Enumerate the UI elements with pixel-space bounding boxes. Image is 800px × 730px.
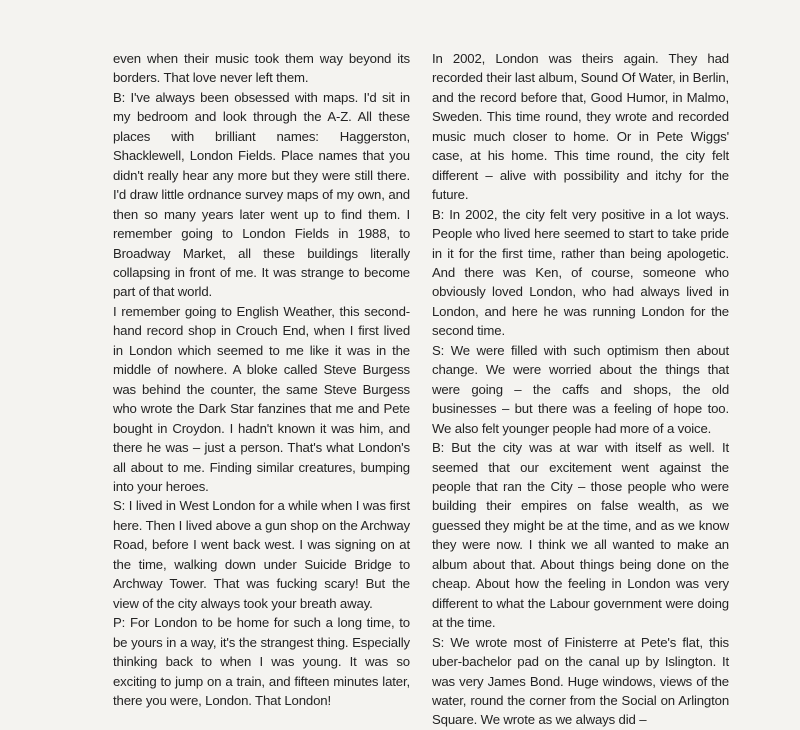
paragraph-b-2002: B: In 2002, the city felt very positive in a lot ways. People who lived here seemed to start to take pride in it for the first time, rather than being apologetic. And there was Ken, of course, someone who obviously loved London, who had always lived in London, and here he was running London for the second time.: [432, 206, 729, 339]
paragraph-english-weather: I remember going to English Weather, this second-hand record shop in Crouch End, when I first lived in London which seemed to me like it was in the middle of nowhere. A bloke called Steve Burgess was behind the counter, the same Steve Burgess who wrote the Dark Star fanzines that me and Pete bought in Croydon. I hadn't known it was him, and there he was – just a person. That's what London's all about to me. Finding similar creatures, bumping into your heroes.: [113, 303, 410, 494]
right-text-column: [432, 49, 729, 730]
paragraph-s-finisterre: S: We wrote most of Finisterre at Pete's flat, this uber-bachelor pad on the canal up by Islington. It was very James Bond. Huge windows, views of the water, round the corner from the Social on Arlington Square. We wrote as we always did –: [432, 634, 729, 728]
paragraph-continuation: even when their music took them way beyond its borders. That love never left them.: [113, 51, 410, 86]
paragraph-b-maps: B: I've always been obsessed with maps. I'd sit in my bedroom and look through the A-Z. All these places with brilliant names: Haggerston, Shacklewell, London Fields. Place names that you didn't really hear any more but they were still there. I'd draw little ordnance survey maps of my own, and then so many years later went up to find them. I remember going to London Fields in 1988, to Broadway Market, all these buildings literally collapsing in front of me. It was strange to become part of that world.: [113, 89, 410, 300]
left-text-column: [113, 49, 410, 710]
paragraph-p-home: P: For London to be home for such a long time, to be yours in a way, it's the strangest thing. Especially thinking back to when I was young. It was so exciting to jump on a train, and fifteen minutes later, there you were, London. That London!: [113, 615, 410, 708]
paragraph-s-west-london: S: I lived in West London for a while when I was first here. Then I lived above a gun shop on the Archway Road, before I went back west. I was signing on at the time, walking down under Suicide Bridge to Archway Tower. That was fucking scary! But the view of the city always took your breath away.: [113, 498, 410, 611]
paragraph-2002-intro: In 2002, London was theirs again. They had recorded their last album, Sound Of Water, in Berlin, and the record before that, Good Humor, in Malmo, Sweden. This time round, they wrote and recorded music much closer to home. Or in Pete Wiggs' case, at his home. This time round, the city felt different – alive with possibility and itchy for the future.: [432, 51, 729, 203]
paragraph-b-war: B: But the city was at war with itself as well. It seemed that our excitement went against the people that ran the City – those people who were building their empires on false wealth, as we guessed they might be at the time, and as we know they were now. I think we all wanted to make an album about that. About things being done on the cheap. About how the feeling in London was very different to what the Labour government were doing at the time.: [432, 440, 729, 631]
paragraph-s-optimism: S: We were filled with such optimism then about change. We were worried about the things that were going – the caffs and shops, the old businesses – but there was a feeling of hope too. We also felt younger people had more of a voice.: [432, 342, 729, 436]
